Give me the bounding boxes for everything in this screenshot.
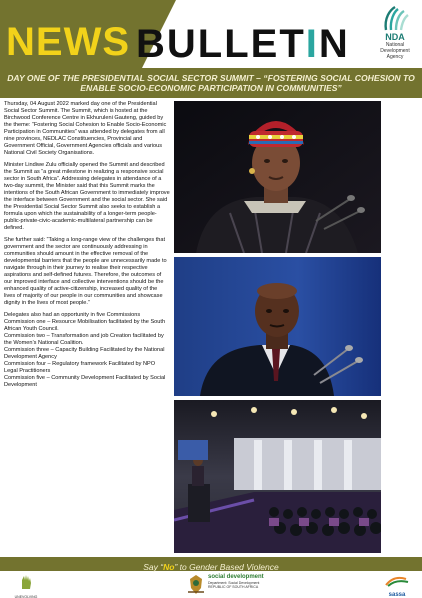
photo-speaker-podium bbox=[174, 257, 381, 396]
sassa-swoosh-icon bbox=[380, 575, 414, 587]
footer-logo-left bbox=[12, 574, 40, 598]
gbv-slogan bbox=[143, 562, 278, 572]
nda-logo-fullname: National Development Agency bbox=[380, 42, 410, 60]
nda-logo-abbr: NDA bbox=[385, 32, 405, 42]
sassa-name: sassa bbox=[388, 592, 406, 598]
article-paragraph-1: Thursday, 04 August 2022 marked day one of the Presidential Social Sector Summit. The Summit, which is hosted at the Birchwood Conference Centre in Ekhuruleni Gauteng, guided by the theme: “Fostering Social Cohesion to Enable Socio-Economic Participation in Communities” was attended by delegates from all nine provinces, NEDLAC Constituencies, Provincial and Government Official, Government Agencies officials and various National Civil Society Organisations. bbox=[4, 101, 167, 156]
masthead bbox=[0, 0, 422, 68]
photo-minister-speaking bbox=[174, 101, 381, 253]
bulletin-part-2: N bbox=[318, 22, 350, 66]
coat-of-arms-icon bbox=[184, 574, 208, 596]
nda-logo-icon bbox=[380, 4, 410, 32]
commissions-intro: Delegates also had an opportunity in five Commissions bbox=[4, 312, 141, 318]
footer-logo-left-text: UNEVOLVING bbox=[14, 595, 38, 598]
gbv-banner bbox=[0, 557, 422, 571]
photo-conference-hall bbox=[174, 400, 381, 553]
article-body bbox=[4, 101, 170, 556]
footer-social-development-logo bbox=[208, 574, 264, 589]
footer-logos bbox=[0, 572, 422, 598]
footer-sassa-logo bbox=[380, 574, 414, 598]
gbv-slogan-no: No bbox=[163, 562, 175, 572]
social-dev-name: social development bbox=[208, 574, 264, 580]
commission-item: Commission two – Transformation and job Creation facilitated by the Women’s National Coalition. bbox=[4, 333, 164, 346]
article-paragraph-3: She further said: “Taking a long-range view of the challenges that government and the sector are continuously addressing in communities should amount in the effective removal of the developmental barriers that the people are unnecessarily made to navigate through in their journey to realise their respective aspirations and self-defined futures. Therefore, the outcomes of our improved interface and collective interventions should be the enhanced quality of active-citizenship, increased quality of the lives of majority of our people in our communities and showcase dignity in the lives of most people.” bbox=[4, 237, 167, 306]
nda-logo bbox=[372, 4, 418, 66]
headline-band bbox=[0, 68, 422, 98]
social-dev-subtitle: Department: Social Development REPUBLIC OF SOUTH AFRICA bbox=[208, 581, 260, 589]
hand-logo-icon bbox=[12, 574, 40, 590]
article-paragraph-2: Minister Lindiwe Zulu officially opened the Summit and described the Summit as “a great milestone in realizing a responsive social sector in South Africa”. Addressing delegates in attendance of a two-day summit, the Minister said that this Summit marks the intentions of the South African Government to immediately improve the interface between Government and the social sector. She said the Presidential Social Sector Summit also seeks to establish a formula upon which the sustainability of a longer-term people-public-private-civic-academic-multilateral partnership can be defined. bbox=[4, 162, 170, 231]
commission-item: Commission one – Resource Mobilisation facilitated by the South African Youth Council. bbox=[4, 319, 166, 332]
commission-item: Commission four – Regulatory framework Facilitated by NPO Legal Practitioners bbox=[4, 361, 156, 374]
bulletin-part-1: BULLET bbox=[136, 22, 306, 66]
headline: DAY ONE OF THE PRESIDENTIAL SOCIAL SECTOR SUMMIT – “FOSTERING SOCIAL COHESION TO ENABLE SOCIO-ECONOMIC PARTICIPATION IN COMMUNITIES” bbox=[7, 73, 415, 93]
gbv-slogan-pre: Say “ bbox=[143, 562, 164, 572]
bulletin-accent-letter: I bbox=[305, 22, 319, 66]
masthead-news-word: NEWS bbox=[6, 20, 130, 64]
commissions-list bbox=[4, 312, 170, 389]
gbv-slogan-post: ” to Gender Based Violence bbox=[174, 562, 279, 572]
commission-item: Commission three – Capacity Building Facilitated by the National Development Agency bbox=[4, 347, 165, 360]
commission-item: Commission five – Community Development Facilitated by Social Development bbox=[4, 375, 166, 388]
masthead-bulletin-word bbox=[136, 24, 350, 64]
footer-coat-of-arms bbox=[184, 574, 208, 598]
